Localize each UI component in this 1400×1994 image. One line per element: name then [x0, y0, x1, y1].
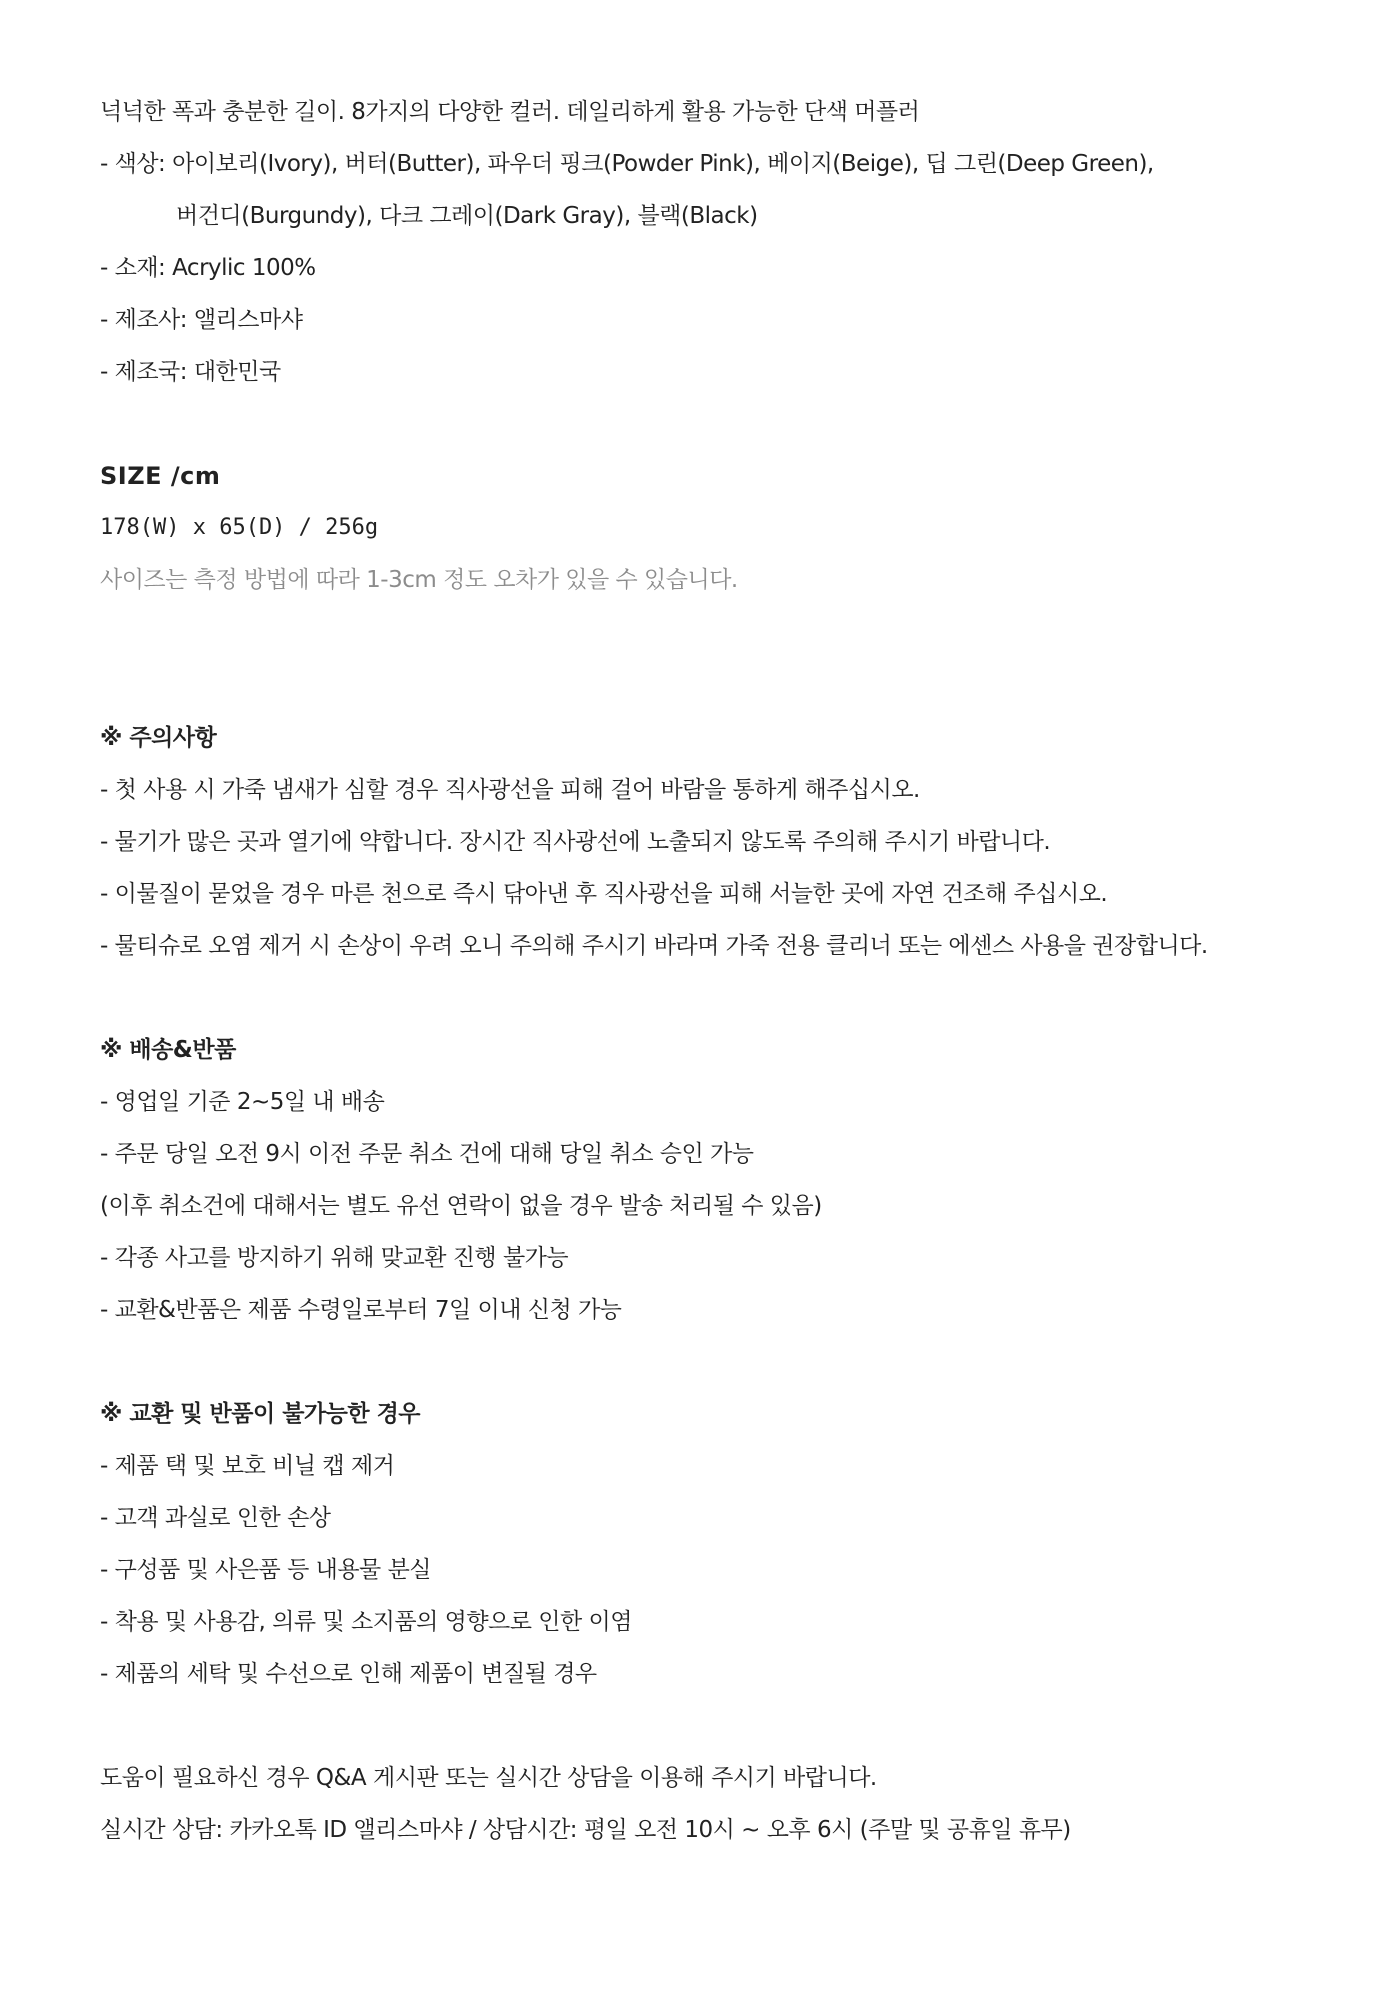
shipping-item: (이후 취소건에 대해서는 별도 유선 연락이 없을 경우 발송 처리될 수 있음): [100, 1193, 822, 1219]
live-chat-info: 실시간 상담: 카카오톡 ID 앨리스마샤 / 상담시간: 평일 오전 10시 ~ 오후 6시 (주말 및 공휴일 휴무): [100, 1817, 1071, 1843]
shipping-item: - 교환&반품은 제품 수령일로부터 7일 이내 신청 가능: [100, 1297, 622, 1323]
caution-item: - 첫 사용 시 가죽 냄새가 심할 경우 직사광선을 피해 걸어 바람을 통하게 해주십시오.: [100, 777, 920, 803]
origin-info: - 제조국: 대한민국: [100, 359, 281, 385]
size-title: SIZE /cm: [100, 462, 221, 490]
no-return-title: ※ 교환 및 반품이 불가능한 경우: [100, 1401, 421, 1427]
no-return-item: - 고객 과실로 인한 손상: [100, 1505, 331, 1531]
caution-item: - 물기가 많은 곳과 열기에 약합니다. 장시간 직사광선에 노출되지 않도록 주의해 주시기 바랍니다.: [100, 829, 1051, 855]
help-text: 도움이 필요하신 경우 Q&A 게시판 또는 실시간 상담을 이용해 주시기 바랍니다.: [100, 1765, 877, 1791]
caution-title: ※ 주의사항: [100, 725, 217, 751]
product-info-section: [100, 86, 1400, 398]
caution-item: - 물티슈로 오염 제거 시 손상이 우려 오니 주의해 주시기 바라며 가죽 전용 클리너 또는 에센스 사용을 권장합니다.: [100, 933, 1208, 959]
color-options-line-2: 버건디(Burgundy), 다크 그레이(Dark Gray), 블랙(Black): [176, 203, 758, 229]
shipping-return-section: [100, 1024, 1400, 1336]
shipping-item: - 주문 당일 오전 9시 이전 주문 취소 건에 대해 당일 취소 승인 가능: [100, 1141, 754, 1167]
size-dimensions: 178(W) x 65(D) / 256g: [100, 515, 379, 540]
no-return-item: - 제품 택 및 보호 비닐 캡 제거: [100, 1453, 395, 1479]
no-return-item: - 착용 및 사용감, 의류 및 소지품의 영향으로 인한 이염: [100, 1609, 632, 1635]
no-return-section: [100, 1388, 1400, 1700]
material-info: - 소재: Acrylic 100%: [100, 255, 316, 281]
size-section: [100, 450, 1400, 606]
product-detail-page: [0, 86, 1400, 1994]
no-return-item: - 제품의 세탁 및 수선으로 인해 제품이 변질될 경우: [100, 1661, 597, 1687]
color-options-line-1: - 색상: 아이보리(Ivory), 버터(Butter), 파우더 핑크(Powder Pink), 베이지(Beige), 딥 그린(Deep Green),: [100, 151, 1154, 177]
shipping-title: ※ 배송&반품: [100, 1037, 236, 1063]
size-note: 사이즈는 측정 방법에 따라 1-3cm 정도 오차가 있을 수 있습니다.: [100, 567, 738, 593]
help-section: [100, 1752, 1400, 1856]
shipping-item: - 각종 사고를 방지하기 위해 맞교환 진행 불가능: [100, 1245, 569, 1271]
manufacturer-info: - 제조사: 앨리스마샤: [100, 307, 303, 333]
shipping-item: - 영업일 기준 2~5일 내 배송: [100, 1089, 385, 1115]
no-return-item: - 구성품 및 사은품 등 내용물 분실: [100, 1557, 431, 1583]
caution-item: - 이물질이 묻었을 경우 마른 천으로 즉시 닦아낸 후 직사광선을 피해 서늘한 곳에 자연 건조해 주십시오.: [100, 881, 1108, 907]
caution-section: [100, 712, 1400, 972]
product-headline: 넉넉한 폭과 충분한 길이. 8가지의 다양한 컬러. 데일리하게 활용 가능한 단색 머플러: [100, 99, 920, 125]
